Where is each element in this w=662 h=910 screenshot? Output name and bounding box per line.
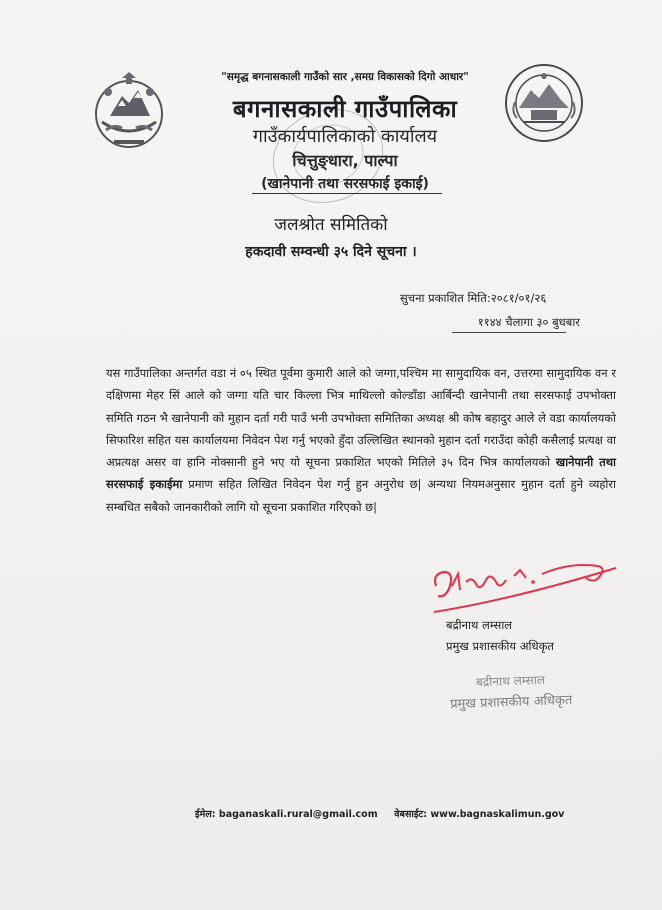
handwritten-signature (430, 556, 630, 626)
email-label: ईमेल: (195, 809, 216, 820)
name-stamp (435, 667, 587, 722)
published-date-alt: ११४४ चैलागा ३० बुधबार (477, 315, 580, 329)
email-link[interactable]: baganaskali.rural@gmail.com (218, 809, 378, 820)
published-date: सुचना प्रकाशित मिति:२०८१/०१/२६ (400, 291, 547, 305)
office-name: बगनासकाली गाउँपालिका (232, 95, 458, 123)
footer-contact (195, 807, 565, 820)
municipality-logo-icon (503, 62, 585, 144)
signatory-name: बद्रीनाथ लम्साल (446, 618, 513, 632)
notice-title: हकदावी सम्वन्धी ३५ दिने सूचना । (245, 244, 417, 260)
nepal-emblem-icon (88, 70, 170, 152)
office-subtitle: गाउँकार्यपालिकाको कार्यालय (252, 126, 438, 147)
signatory-title: प्रमुख प्रशासकीय अधिकृत (446, 639, 554, 653)
notice-body-bold: खानेपानी तथा सरसफाई इकाईमा (106, 455, 616, 492)
notice-body-part2: प्रमाण सहित लिखित निवेदन पेश गर्नु हुन अनुरोध छ| अन्यथा नियमअनुसार मुहान दर्ता हुने व्यहोरा सम्बधित सबैको जानकारीको लागि यो सूचना प्रकाशित गरिएको छ| (106, 477, 616, 514)
unit-underline (252, 193, 442, 194)
notice-body-part1: यस गाउँपालिका अन्तर्गत वडा नं ०५ स्थित पूर्वमा कुमारी आले को जग्गा,पश्चिम मा सामुदायिक वन, उत्तरमा सामुदायिक वन र दक्षिणमा मेहर सिं आले को जग्गा यति चार किल्ला भित्र माथिल्लो कोल्डाँडा आर्बिन्दी खानेपानी तथा सरसफाई उपभोक्ता समिति गठन भै खानेपानी को मुहान दर्ता गरी पाउँ भनी उपभोक्ता समितिका अध्यक्ष श्री कोष बहादुर आले ले वडा कार्यालयको सिफारिश सहित यस कार्यालयमा निवेदन पेश गर्नु भएको हुँदा उल्लिखित स्थानको मुहान दर्ता गराउँदा कोही कसैलाई प्रत्यक्ष वा अप्रत्यक्ष असर वा हानि नोक्सानी हुने भए यो सूचना प्रकाशित भएको मितिले ३५ दिन भित्र कार्यालयको (106, 366, 616, 470)
stamp-name: बद्रीनाथ लम्साल (475, 672, 546, 690)
office-unit: (खानेपानी तथा सरसफाई इकाई) (261, 176, 429, 192)
website-label: वेबसाईट: (394, 809, 428, 820)
office-location: चित्तुङ्धारा, पाल्पा (292, 151, 398, 170)
slogan: "समृद्ध बगनासकाली गाउँको सार ,समग्र विकासको दिगो आधार" (221, 71, 469, 83)
stamp-title: प्रमुख प्रशासकीय अधिकृत (450, 692, 573, 713)
website-link[interactable]: www.bagnaskalimun.gov (430, 809, 565, 820)
committee-heading: जलश्रोत समितिको (274, 215, 388, 235)
notice-body (106, 362, 616, 518)
date-underline (452, 332, 566, 333)
